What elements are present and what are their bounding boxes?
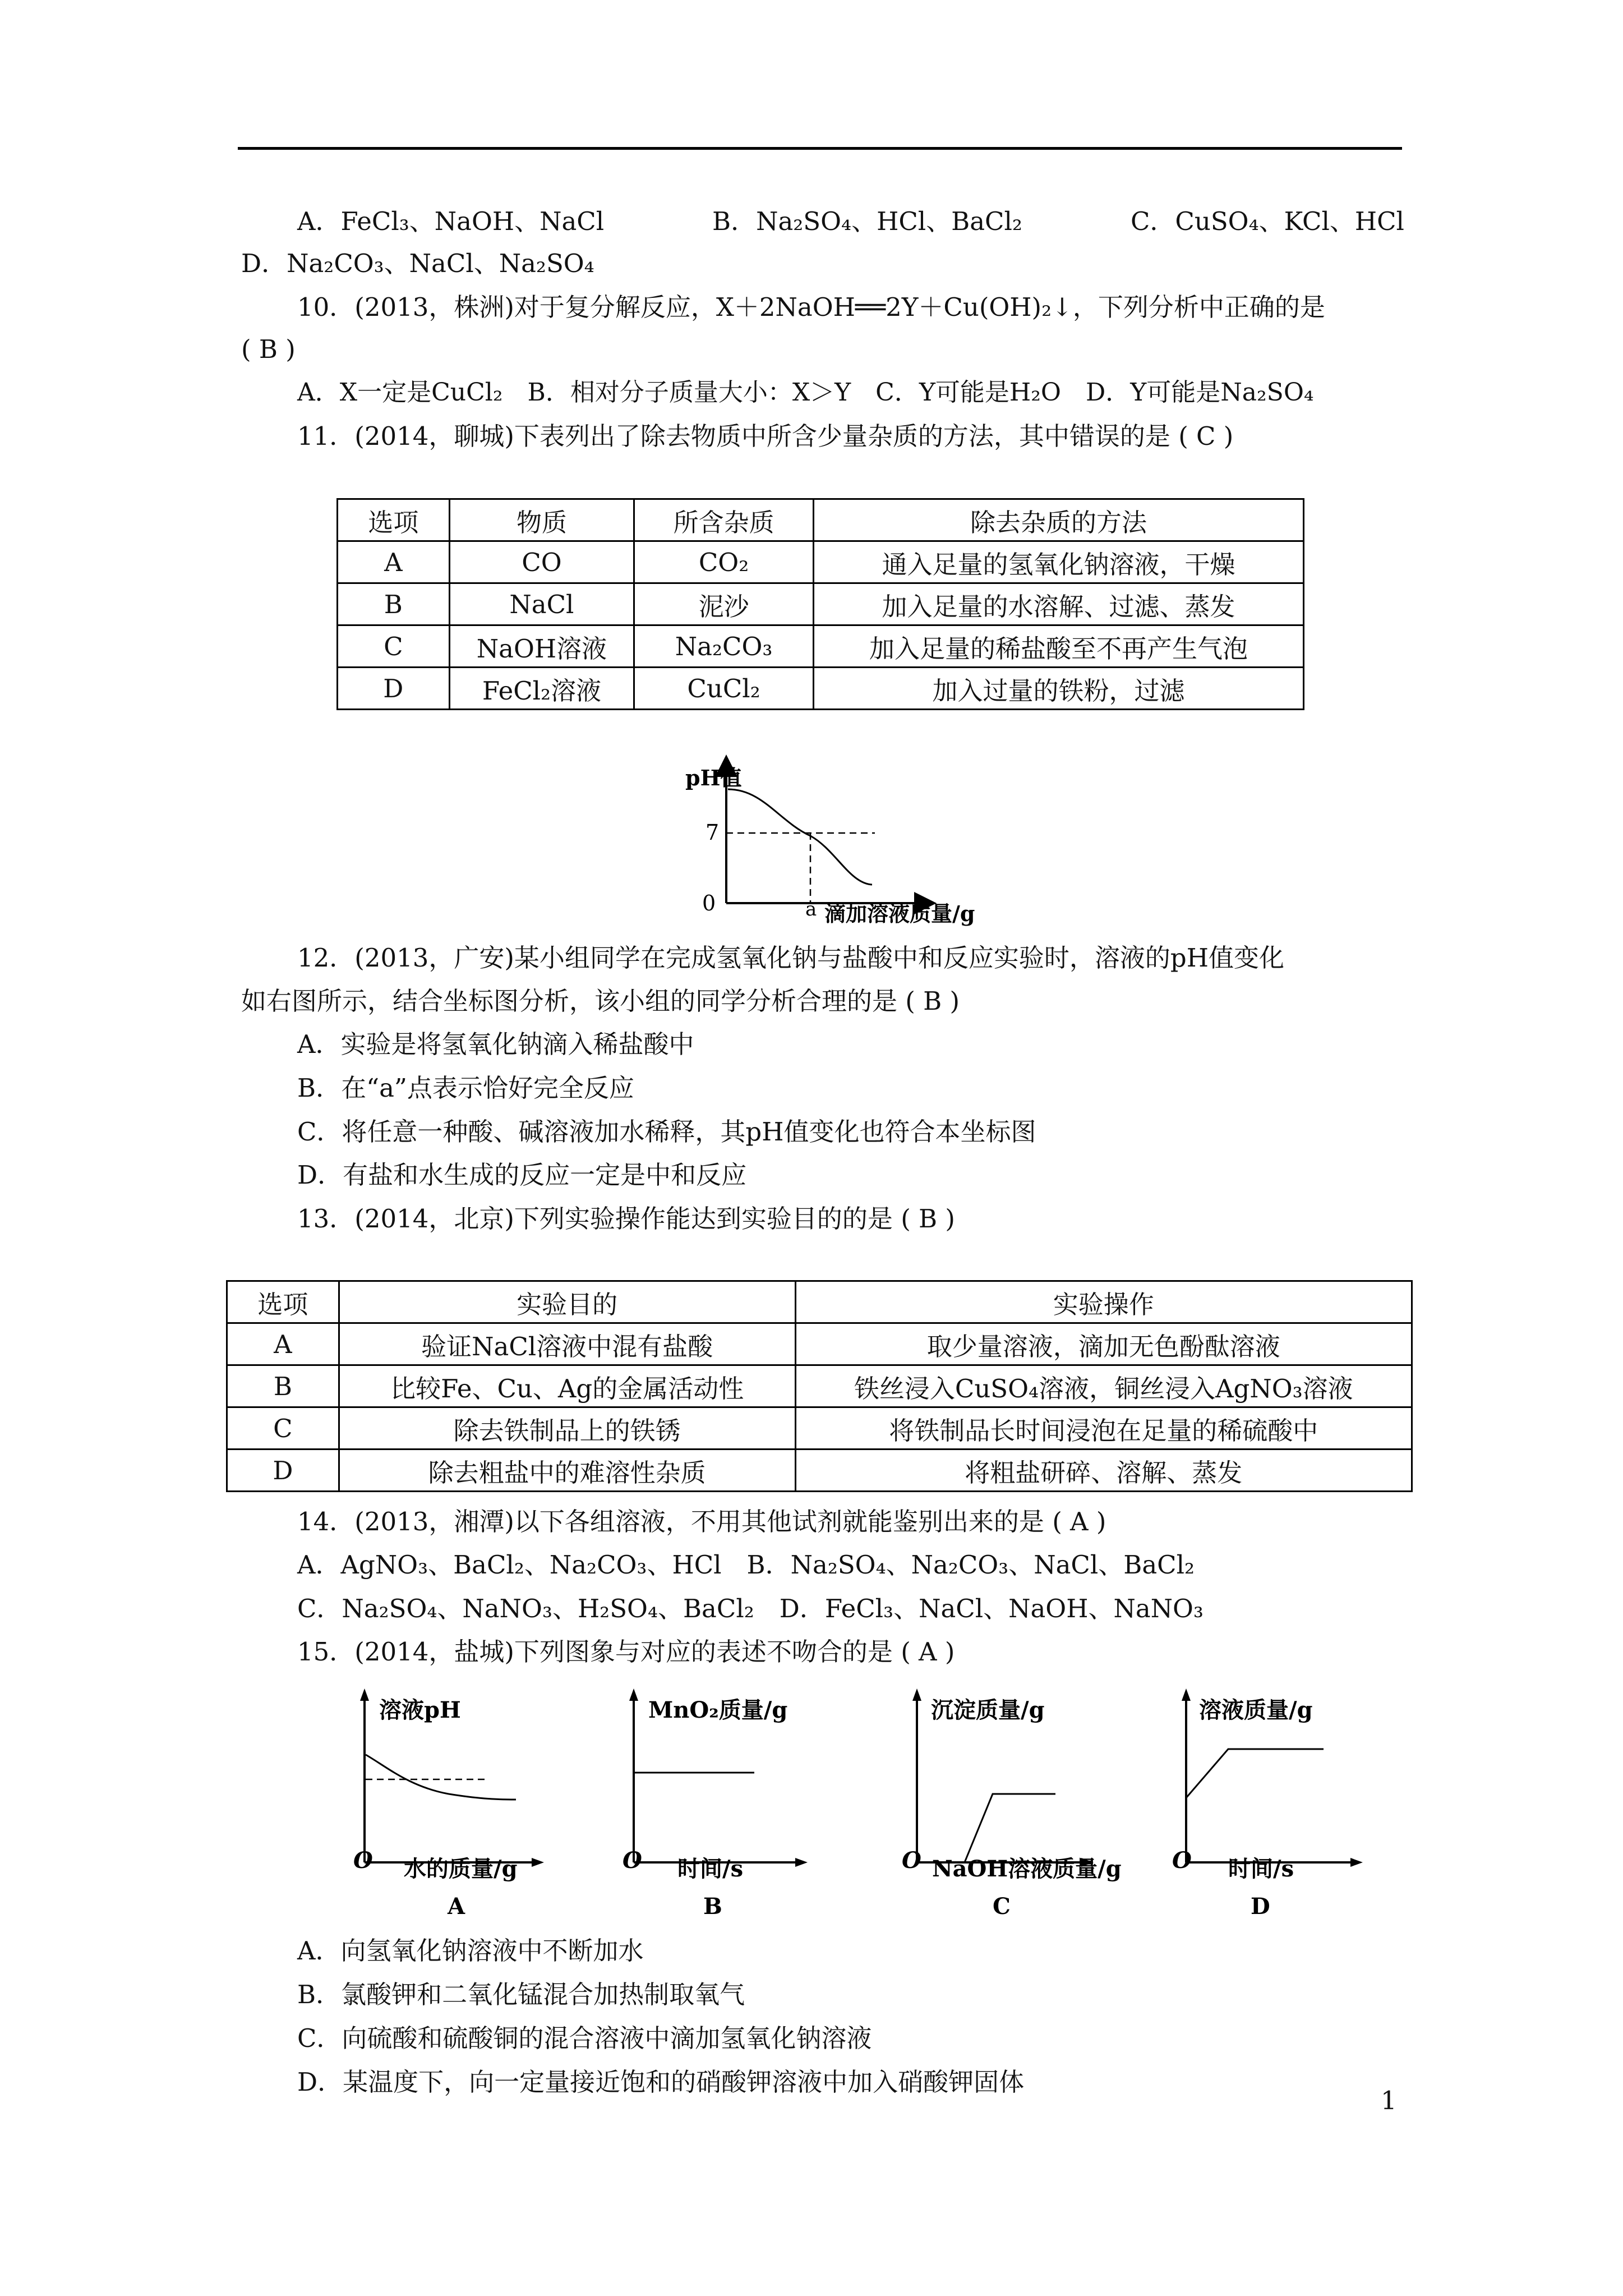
table-cell: Na₂CO₃ [634,625,814,668]
table-header-cell: 实验目的 [339,1281,795,1323]
q12-option-a: A．实验是将氢氧化钠滴入稀盐酸中 [297,1029,694,1059]
table-cell: A [227,1323,339,1365]
q15-graph-a [348,1683,572,1935]
table-cell: NaOH溶液 [449,625,634,668]
q13-stem: 13．(2014，北京)下列实验操作能达到实验目的的是 ( B ) [297,1204,955,1234]
graph-caption: C [993,1893,1011,1920]
table-cell: B [338,583,450,625]
table-cell: CO [449,541,634,583]
q12-stem-line2: 如右图所示，结合坐标图分析，该小组的同学分析合理的是 ( B ) [241,986,960,1016]
table-cell: C [338,625,450,668]
x-axis-label: 滴加溶液质量/g [824,901,975,926]
x-point-a: a [805,898,817,921]
ph-decay-curve [366,1755,516,1800]
q15-option-a: A．向氢氧化钠溶液中不断加水 [297,1936,644,1966]
table-cell: 加入足量的稀盐酸至不再产生气泡 [813,625,1303,668]
q11-stem: 11．(2014，聊城)下表列出了除去物质中所含少量杂质的方法，其中错误的是 ( C ) [297,421,1234,451]
table-cell: 除去粗盐中的难溶性杂质 [339,1450,795,1492]
table-cell: 将铁制品长时间浸泡在足量的稀硫酸中 [795,1407,1412,1450]
q15-option-d: D．某温度下，向一定量接近饱和的硝酸钾溶液中加入硝酸钾固体 [297,2067,1025,2097]
table-cell: 除去铁制品上的铁锈 [339,1407,795,1450]
q15-graph-c [897,1683,1133,1935]
table-cell: 通入足量的氢氧化钠溶液，干燥 [813,541,1303,583]
solution-mass-line [1186,1749,1324,1798]
q15-option-c: C．向硫酸和硫酸铜的混合溶液中滴加氢氧化钠溶液 [297,2023,872,2053]
q10-answer: ( B ) [241,334,296,364]
origin-label: O [353,1847,373,1874]
table-cell: NaCl [449,583,634,625]
q9-option-b: B．Na₂SO₄、HCl、BaCl₂ [712,206,1022,236]
y-axis-label: MnO₂质量/g [648,1697,788,1723]
q12-option-b: B．在“a”点表示恰好完全反应 [297,1073,634,1103]
x-axis-label: 时间/s [677,1856,744,1882]
q12-stem-line1: 12．(2013，广安)某小组同学在完成氢氧化钠与盐酸中和反应实验时，溶液的pH值变化 [297,943,1284,973]
precipitate-line [917,1794,1055,1862]
table-cell: FeCl₂溶液 [449,668,634,710]
q11-table [336,498,1304,710]
q15-graph-b [617,1683,841,1935]
y-axis-label: pH值 [685,765,742,790]
table-cell: 加入足量的水溶解、过滤、蒸发 [813,583,1303,625]
table-cell: CuCl₂ [634,668,814,710]
q15-graph-d [1166,1683,1391,1935]
table-cell: CO₂ [634,541,814,583]
origin-label: O [1172,1847,1192,1874]
q14-options-line2: C．Na₂SO₄、NaNO₃、H₂SO₄、BaCl₂ D．FeCl₃、NaCl、NaOH、NaNO₃ [297,1594,1204,1623]
table-cell: D [227,1450,339,1492]
table-cell: D [338,668,450,710]
table-cell: 铁丝浸入CuSO₄溶液，铜丝浸入AgNO₃溶液 [795,1365,1412,1407]
table-cell: 比较Fe、Cu、Ag的金属活动性 [339,1365,795,1407]
q9-option-d: D．Na₂CO₃、NaCl、Na₂SO₄ [241,249,594,278]
q9-option-a: A．FeCl₃、NaOH、NaCl [297,206,605,236]
header-rule [238,147,1402,150]
q15-stem: 15．(2014，盐城)下列图象与对应的表述不吻合的是 ( A ) [297,1637,955,1667]
table-cell: 将粗盐研碎、溶解、蒸发 [795,1450,1412,1492]
table-header-cell: 选项 [338,499,450,541]
table-row [338,541,1304,583]
q10-stem: 10．(2013，株洲)对于复分解反应，X＋2NaOH══2Y＋Cu(OH)₂↓，下列分析中正确的是 [297,292,1325,322]
table-cell: 取少量溶液，滴加无色酚酞溶液 [795,1323,1412,1365]
x-axis-label: 水的质量/g [404,1856,518,1882]
table-row [338,625,1304,668]
table-header-cell: 选项 [227,1281,339,1323]
q14-stem: 14．(2013，湘潭)以下各组溶液，不用其他试剂就能鉴别出来的是 ( A ) [297,1507,1106,1536]
graph-caption: B [703,1893,722,1920]
table-header-row [227,1281,1412,1323]
x-axis-label: NaOH溶液质量/g [932,1856,1122,1882]
q13-table [226,1280,1413,1492]
y-axis-label: 溶液pH [379,1697,461,1723]
table-cell: C [227,1407,339,1450]
table-row [338,668,1304,710]
q15-option-b: B．氯酸钾和二氧化锰混合加热制取氧气 [297,1980,745,2009]
origin-label: O [902,1847,921,1874]
y-axis-label: 沉淀质量/g [931,1697,1045,1723]
origin-label: 0 [702,891,716,915]
q12-option-d: D．有盐和水生成的反应一定是中和反应 [297,1160,747,1190]
y-tick-7: 7 [706,820,720,845]
q12-option-c: C．将任意一种酸、碱溶液加水稀释，其pH值变化也符合本坐标图 [297,1117,1036,1147]
table-row [227,1450,1412,1492]
q12-ph-graph [685,754,975,928]
table-row [227,1365,1412,1407]
graph-caption: D [1251,1893,1270,1920]
table-row [227,1407,1412,1450]
table-row [338,583,1304,625]
table-cell: 验证NaCl溶液中混有盐酸 [339,1323,795,1365]
table-row [227,1323,1412,1365]
q14-options-line1: A．AgNO₃、BaCl₂、Na₂CO₃、HCl B．Na₂SO₄、Na₂CO₃、NaCl、BaCl₂ [297,1550,1195,1580]
table-cell: A [338,541,450,583]
table-header-cell: 除去杂质的方法 [813,499,1303,541]
table-header-cell: 实验操作 [795,1281,1412,1323]
table-cell: 泥沙 [634,583,814,625]
table-header-cell: 物质 [449,499,634,541]
table-cell: 加入过量的铁粉，过滤 [813,668,1303,710]
page-number: 1 [1381,2086,1397,2115]
q10-options: A．X一定是CuCl₂ B．相对分子质量大小：X＞Y C．Y可能是H₂O D．Y可能是Na₂SO₄ [297,378,1314,407]
q9-option-c: C．CuSO₄、KCl、HCl [1131,206,1404,236]
table-header-cell: 所含杂质 [634,499,814,541]
x-axis-label: 时间/s [1228,1856,1294,1882]
graph-caption: A [448,1893,465,1920]
origin-label: O [623,1847,642,1874]
y-axis-label: 溶液质量/g [1199,1697,1313,1723]
table-cell: B [227,1365,339,1407]
ph-curve [728,789,872,885]
table-header-row [338,499,1304,541]
